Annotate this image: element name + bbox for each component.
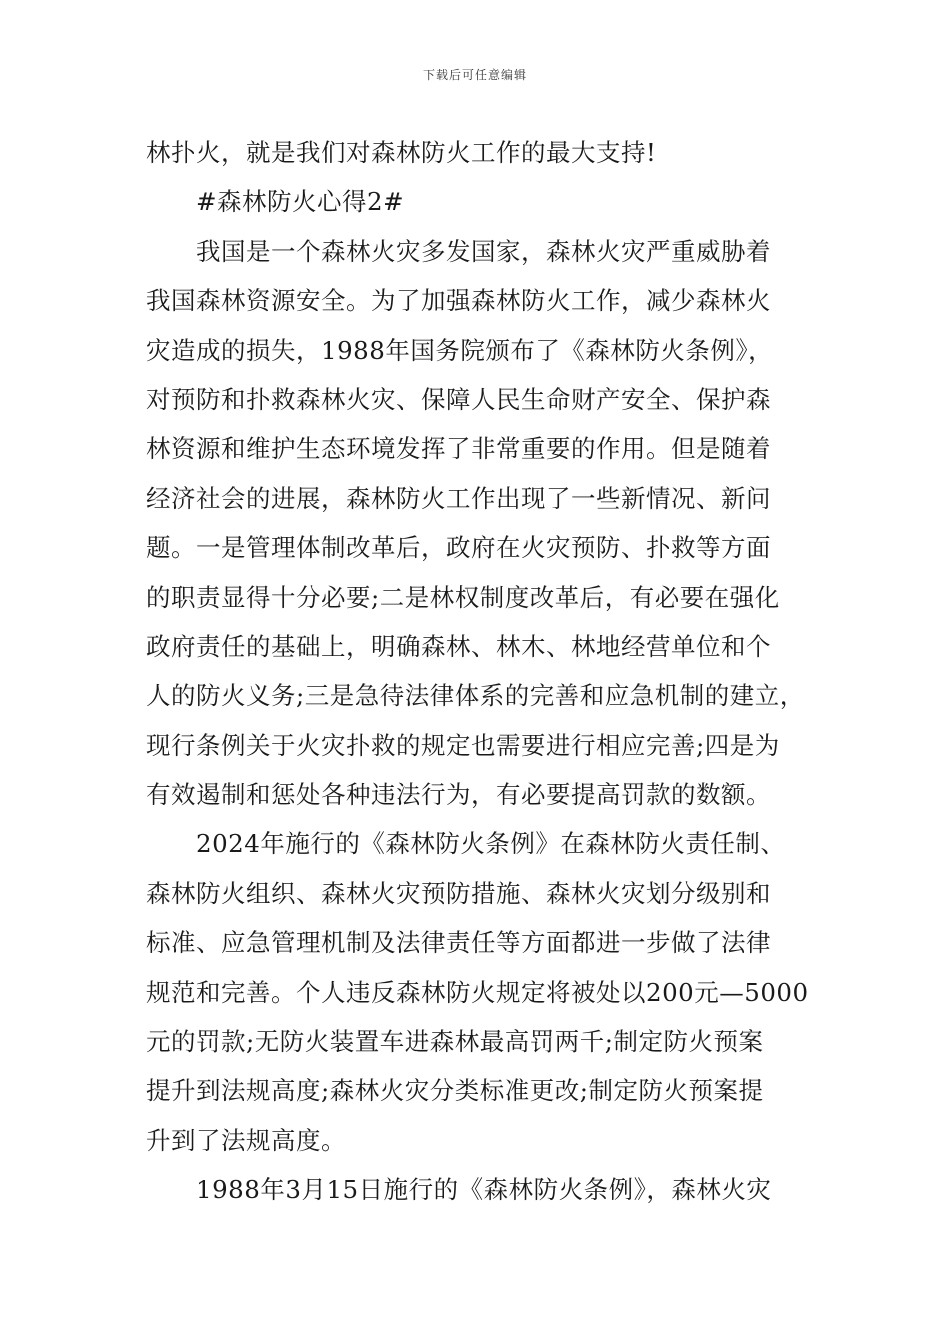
text-line: 题。一是管理体制改革后，政府在火灾预防、扑救等方面 [146, 533, 771, 563]
text-line: 我国森林资源安全。为了加强森林防火工作，减少森林火 [146, 286, 771, 316]
text-line: 提升到法规高度;森林火灾分类标准更改;制定防火预案提 [146, 1076, 764, 1106]
document-body [146, 128, 826, 1215]
text-line: #森林防火心得2# [196, 187, 405, 217]
text-line: 元的罚款;无防火装置车进森林最高罚两千;制定防火预案 [146, 1027, 764, 1057]
page-header: 下载后可任意编辑 [422, 68, 527, 82]
text-line: 我国是一个森林火灾多发国家，森林火灾严重威胁着 [196, 236, 771, 266]
text-line: 林扑火，就是我们对森林防火工作的最大支持! [146, 138, 657, 167]
text-line: 灾造成的损失，1988年国务院颁布了《森林防火条例》， [146, 335, 774, 365]
text-line: 对预防和扑救森林火灾、保障人民生命财产安全、保护森 [146, 384, 771, 414]
text-line: 2024年施行的《森林防火条例》在森林防火责任制、 [196, 829, 786, 859]
text-line: 规范和完善。个人违反森林防火规定将被处以200元—5000 [146, 977, 809, 1007]
text-line: 有效遏制和惩处各种违法行为，有必要提高罚款的数额。 [146, 780, 771, 810]
text-line: 现行条例关于火灾扑救的规定也需要进行相应完善;四是为 [146, 730, 780, 760]
text-line: 经济社会的进展，森林防火工作出现了一些新情况、新问 [146, 483, 771, 513]
text-line: 的职责显得十分必要;二是林权制度改革后，有必要在强化 [146, 582, 780, 612]
text-line: 1988年3月15日施行的《森林防火条例》，森林火灾 [196, 1175, 772, 1205]
text-line: 政府责任的基础上，明确森林、林木、林地经营单位和个 [146, 631, 771, 661]
text-line: 森林防火组织、森林火灾预防措施、森林火灾划分级别和 [146, 878, 771, 908]
text-line: 升到了法规高度。 [146, 1125, 346, 1155]
text-line: 标准、应急管理机制及法律责任等方面都进一步做了法律 [146, 928, 771, 958]
text-line: 林资源和维护生态环境发挥了非常重要的作用。但是随着 [146, 434, 771, 464]
text-line: 人的防火义务;三是急待法律体系的完善和应急机制的建立， [146, 681, 805, 711]
